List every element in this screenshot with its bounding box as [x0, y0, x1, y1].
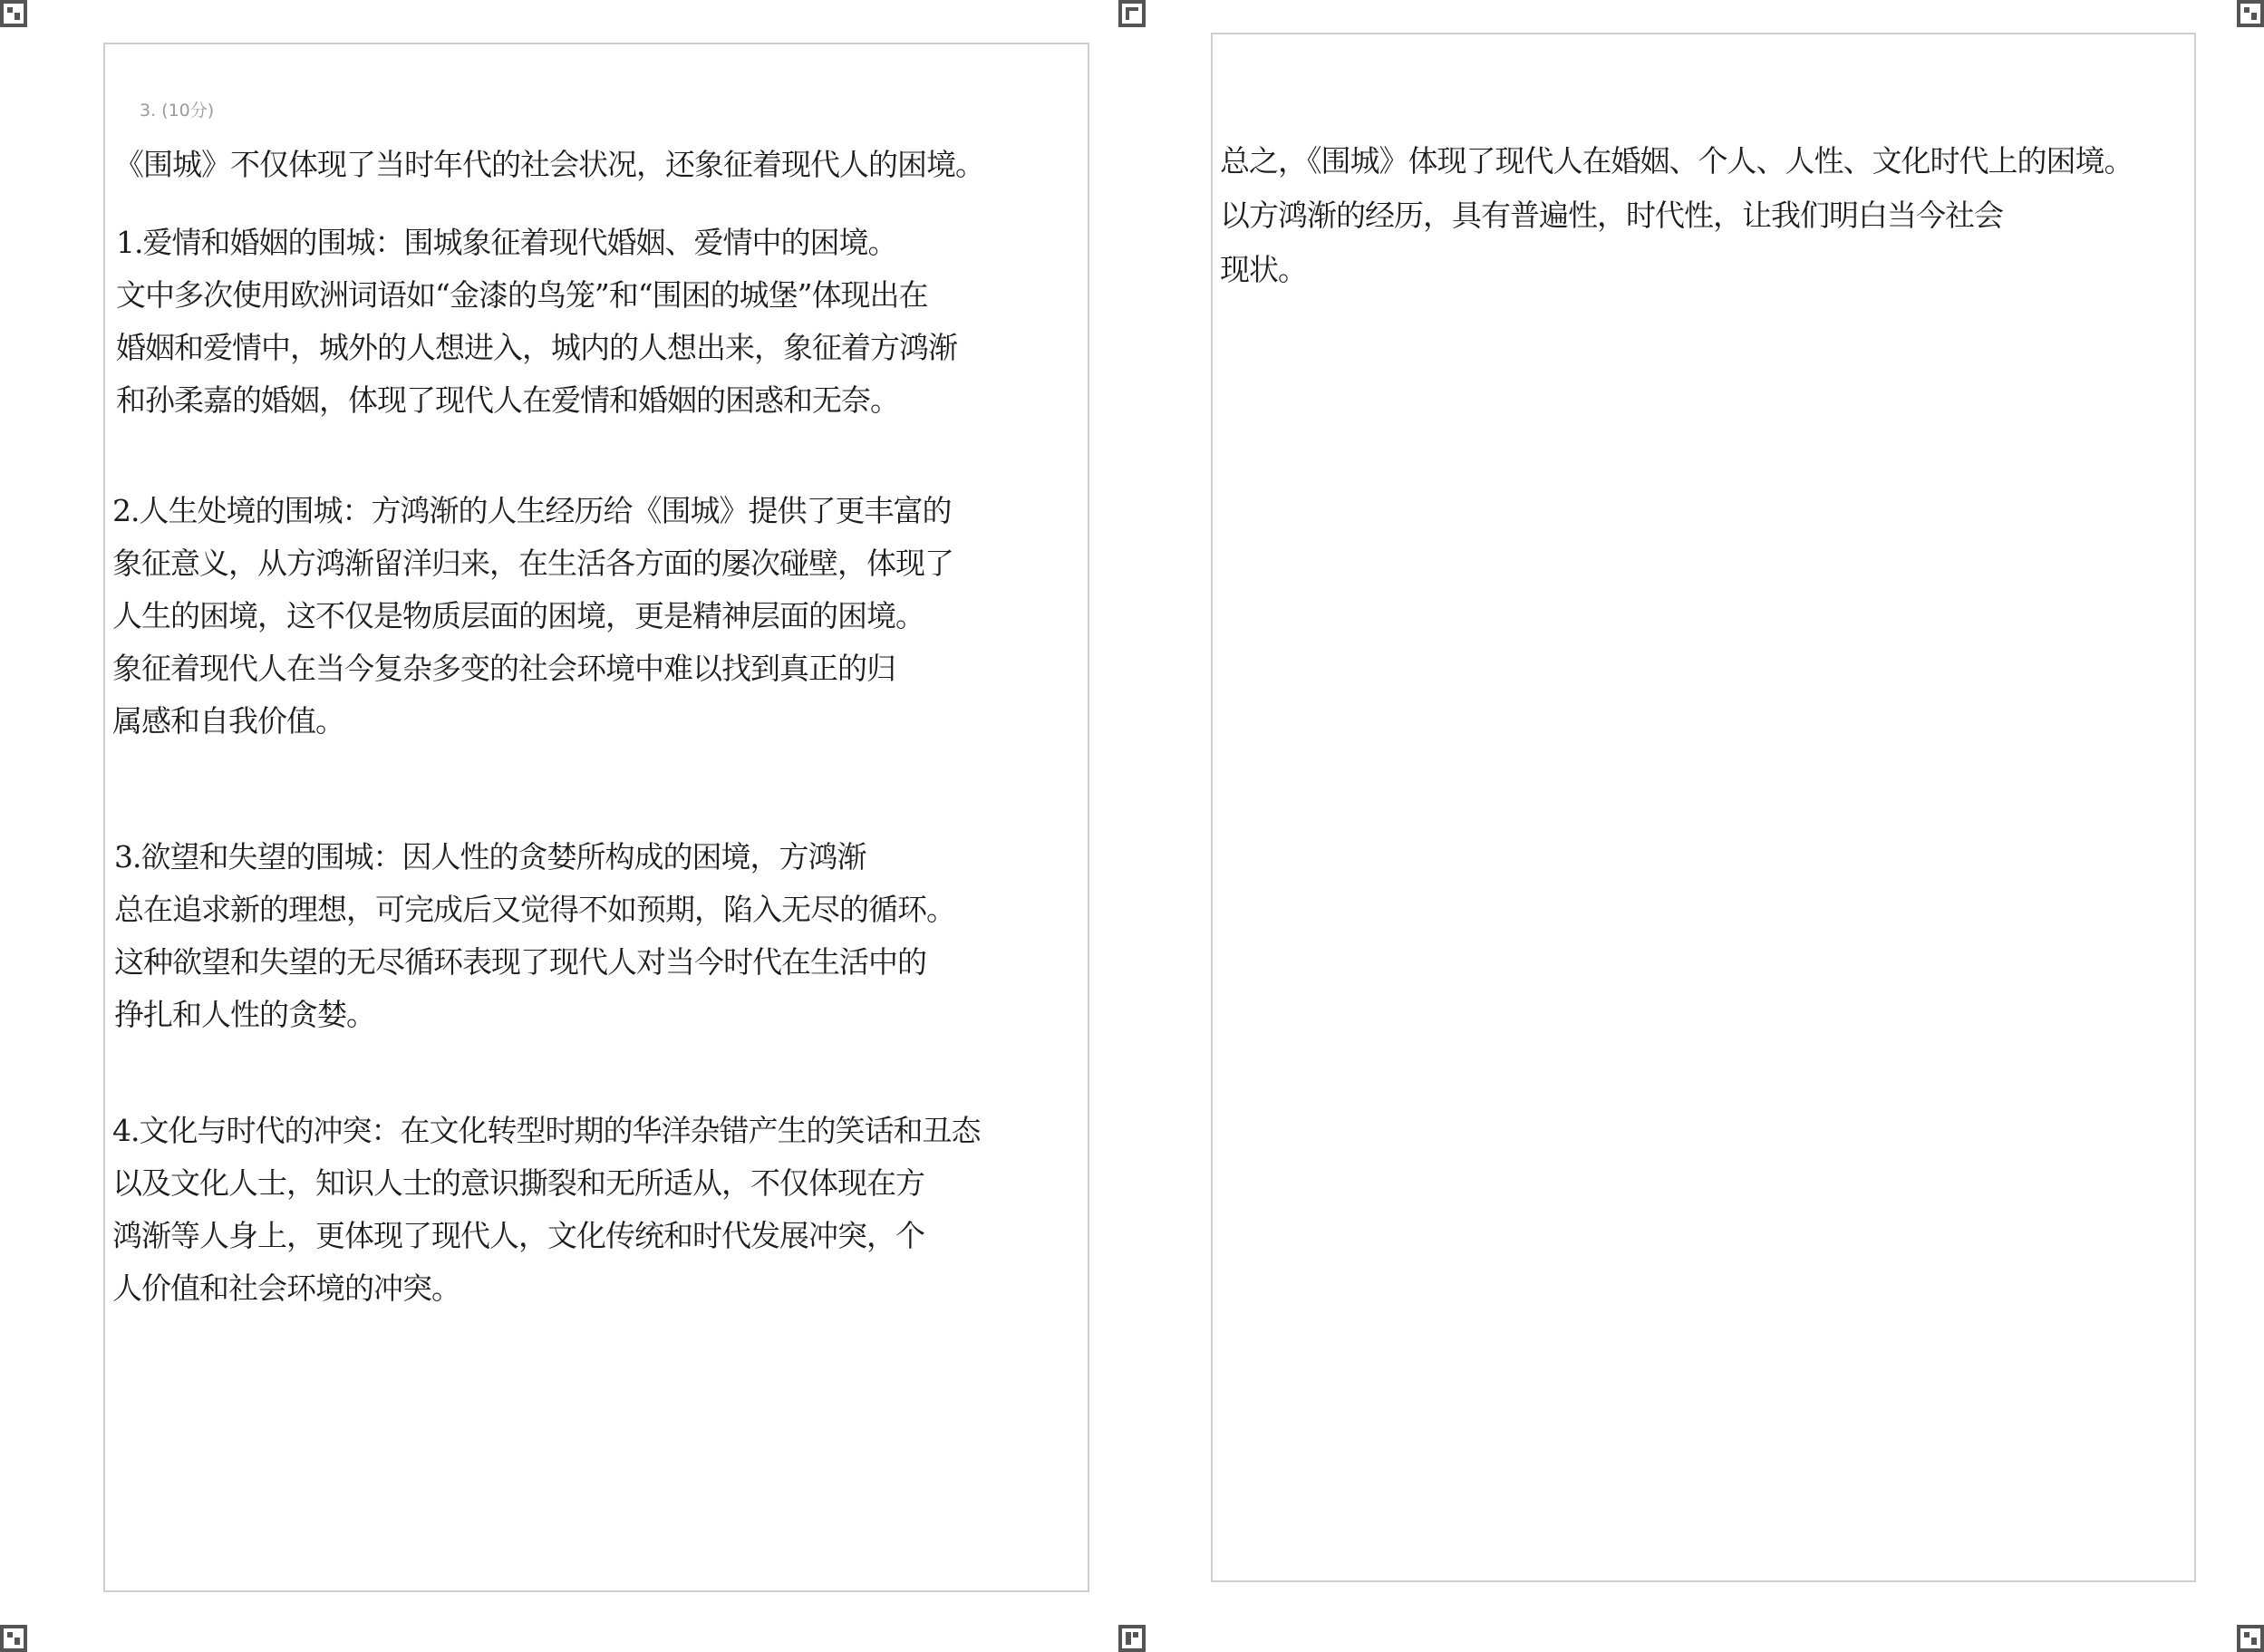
handwritten-line: 挣扎和人性的贪婪。 — [114, 997, 375, 1032]
handwritten-line: 《围城》不仅体现了当时年代的社会状况，还象征着现代人的困境。 — [114, 147, 984, 182]
answer-sheet-right — [1211, 33, 2196, 1582]
handwritten-line: 以方鸿渐的经历，具有普遍性，时代性，让我们明白当今社会 — [1220, 198, 2003, 233]
registration-marker-top-right — [2237, 0, 2264, 27]
paragraph-culture-era-conflict — [112, 1105, 1079, 1315]
handwritten-line: 属感和自我价值。 — [112, 703, 344, 739]
paragraph-life-situation — [112, 485, 1079, 748]
registration-marker-top-left — [0, 0, 27, 27]
paragraph-desire-disappointment — [114, 831, 1079, 1041]
registration-marker-bottom-center — [1118, 1625, 1146, 1652]
handwritten-line: 1.爱情和婚姻的围城：围城象征着现代婚姻、爱情中的困境。 — [116, 225, 897, 260]
handwritten-line: 象征意义，从方鸿渐留洋归来，在生活各方面的屡次碰壁，体现了 — [112, 546, 953, 581]
question-number-label: 3. (10分) — [140, 101, 215, 121]
paragraph-love-marriage — [116, 217, 1079, 427]
registration-marker-top-center — [1118, 0, 1146, 27]
handwritten-line: 文中多次使用欧洲词语如“金漆的鸟笼”和“围困的城堡”体现出在 — [116, 277, 928, 313]
handwritten-line: 总之，《围城》体现了现代人在婚姻、个人、人性、文化时代上的困境。 — [1220, 143, 2133, 179]
paragraph-summary — [1220, 134, 2187, 297]
handwritten-line: 现状。 — [1220, 252, 1307, 287]
answer-sheet-left — [103, 43, 1089, 1592]
handwritten-line: 人价值和社会环境的冲突。 — [112, 1270, 460, 1306]
handwritten-line: 2.人生处境的围城：方鸿渐的人生经历给《围城》提供了更丰富的 — [112, 493, 952, 528]
handwritten-line: 总在追求新的理想，可完成后又觉得不如预期，陷入无尽的循环。 — [114, 892, 955, 927]
handwritten-line: 婚姻和爱情中，城外的人想进入，城内的人想出来，象征着方鸿渐 — [116, 330, 957, 365]
handwritten-line: 鸿渐等人身上，更体现了现代人，文化传统和时代发展冲突，个 — [112, 1218, 924, 1253]
handwritten-line: 和孙柔嘉的婚姻，体现了现代人在爱情和婚姻的困惑和无奈。 — [116, 382, 899, 418]
handwritten-line: 以及文化人士，知识人士的意识撕裂和无所适从，不仅体现在方 — [112, 1165, 924, 1201]
intro-sentence — [114, 139, 1079, 191]
handwritten-line: 这种欲望和失望的无尽循环表现了现代人对当今时代在生活中的 — [114, 944, 926, 980]
handwritten-line: 象征着现代人在当今复杂多变的社会环境中难以找到真正的归 — [112, 651, 895, 686]
handwritten-line: 4.文化与时代的冲突：在文化转型时期的华洋杂错产生的笑话和丑态 — [112, 1113, 981, 1148]
registration-marker-bottom-right — [2237, 1625, 2264, 1652]
handwritten-line: 人生的困境，这不仅是物质层面的困境，更是精神层面的困境。 — [112, 598, 924, 633]
registration-marker-bottom-left — [0, 1625, 27, 1652]
handwritten-line: 3.欲望和失望的围城：因人性的贪婪所构成的困境，方鸿渐 — [114, 839, 866, 874]
